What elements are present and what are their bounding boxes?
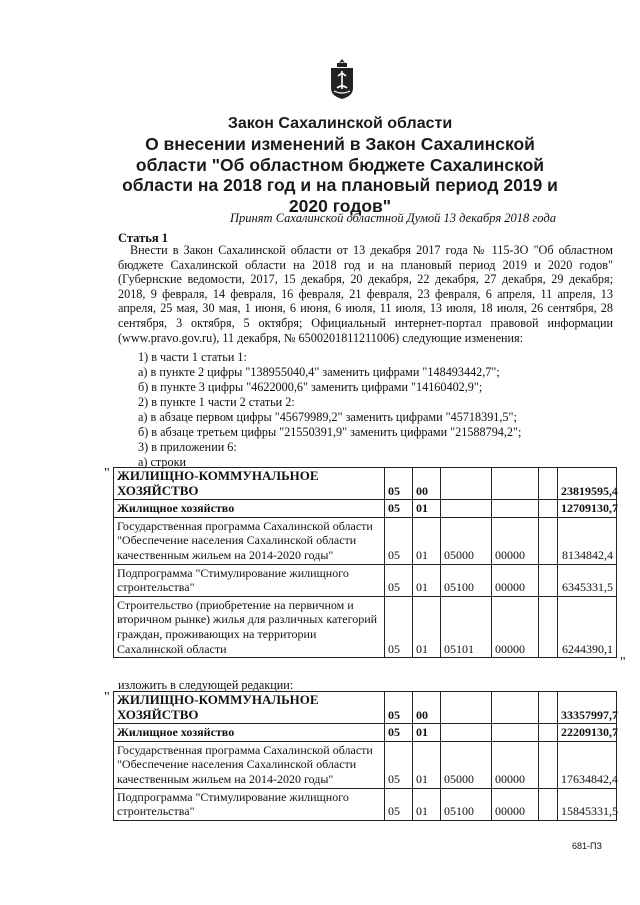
table-row: Государственная программа Сахалинской области "Обеспечение населения Сахалинской области качественным жильем на 2014-2020 годы" 05 01 05000 00000 17634842,4 bbox=[114, 741, 617, 788]
article-title: Статья 1 bbox=[118, 231, 168, 245]
table-row: Подпрограмма "Стимулирование жилищного строительства" 05 01 05100 00000 6345331,5 bbox=[114, 564, 617, 596]
amendment-item: а) в пункте 2 цифры "138955040,4" заменить цифрами "148493442,7"; bbox=[138, 365, 500, 379]
amendment-item: 1) в части 1 статьи 1: bbox=[138, 350, 247, 364]
table-row: ЖИЛИЩНО-КОММУНАЛЬНОЕ ХОЗЯЙСТВО 05 00 23819595,4 bbox=[114, 468, 617, 500]
open-quote: " bbox=[104, 690, 110, 705]
adoption-note: Принят Сахалинской областной Думой 13 декабря 2018 года bbox=[230, 211, 556, 225]
amendment-item: а) строки bbox=[138, 455, 187, 469]
follow-text: изложить в следующей редакции: bbox=[118, 678, 294, 692]
amendment-item: 2) в пункте 1 части 2 статьи 2: bbox=[138, 395, 295, 409]
new-budget-table bbox=[113, 691, 617, 821]
coat-of-arms-icon bbox=[329, 58, 355, 100]
table-row: ЖИЛИЩНО-КОММУНАЛЬНОЕ ХОЗЯЙСТВО 05 00 33357997,7 bbox=[114, 692, 617, 724]
article-intro: Внести в Закон Сахалинской области от 13 декабря 2017 года № 115-ЗО "Об областном бюджете Сахалинской области на 2018 год и на плановый период 2019 и 2020 годов" (Губернские ведомости, 2017, 15 декабря, 20 декабря, 22 декабря, 27 декабря, 29 декабря; 2018, 9 февраля, 14 февраля, 16 февраля, 21 февраля, 23 февраля, 6 апреля, 11 апреля, 13 апреля, 25 мая, 30 мая, 1 июня, 6 июня, 6 июля, 11 июля, 13 июля, 18 июля, 26 сентября, 28 сентября, 3 октября, 5 октября; Официальный интернет-портал правовой информации (www.pravo.gov.ru), 11 декабря, № 6500201811211006) следующие изменения: bbox=[118, 243, 613, 345]
law-subject: О внесении изменений в Закон Сахалинской области "Об областном бюджете Сахалинской области на 2018 год и на плановый период 2019 и 2020 годов" bbox=[122, 134, 558, 216]
table-row: Государственная программа Сахалинской области "Обеспечение населения Сахалинской области качественным жильем на 2014-2020 годы" 05 01 05000 00000 8134842,4 bbox=[114, 517, 617, 564]
amendment-item: б) в пункте 3 цифры "4622000,6" заменить цифрами "14160402,9"; bbox=[138, 380, 483, 394]
table-row: Жилищное хозяйство 05 01 22209130,7 bbox=[114, 724, 617, 742]
open-quote: " bbox=[104, 466, 110, 481]
amendment-item: б) в абзаце третьем цифры "21550391,9" заменить цифрами "21588794,2"; bbox=[138, 425, 522, 439]
table-row: Строительство (приобретение на первичном и вторичном рынке) жилья для различных категорий граждан, проживающих на территории Сахалинской области 05 01 05101 00000 6244390,1 bbox=[114, 596, 617, 657]
old-budget-table bbox=[113, 467, 617, 658]
amendment-item: 3) в приложении 6: bbox=[138, 440, 237, 454]
amendment-item: а) в абзаце первом цифры "45679989,2" заменить цифрами "45718391,5"; bbox=[138, 410, 517, 424]
law-title: Закон Сахалинской области bbox=[227, 115, 453, 132]
table-row: Жилищное хозяйство 05 01 12709130,7 bbox=[114, 500, 617, 518]
table-row: Подпрограмма "Стимулирование жилищного строительства" 05 01 05100 00000 15845331,5 bbox=[114, 788, 617, 820]
document-code: 681-ПЗ bbox=[572, 841, 602, 851]
close-quote: " bbox=[620, 655, 626, 670]
